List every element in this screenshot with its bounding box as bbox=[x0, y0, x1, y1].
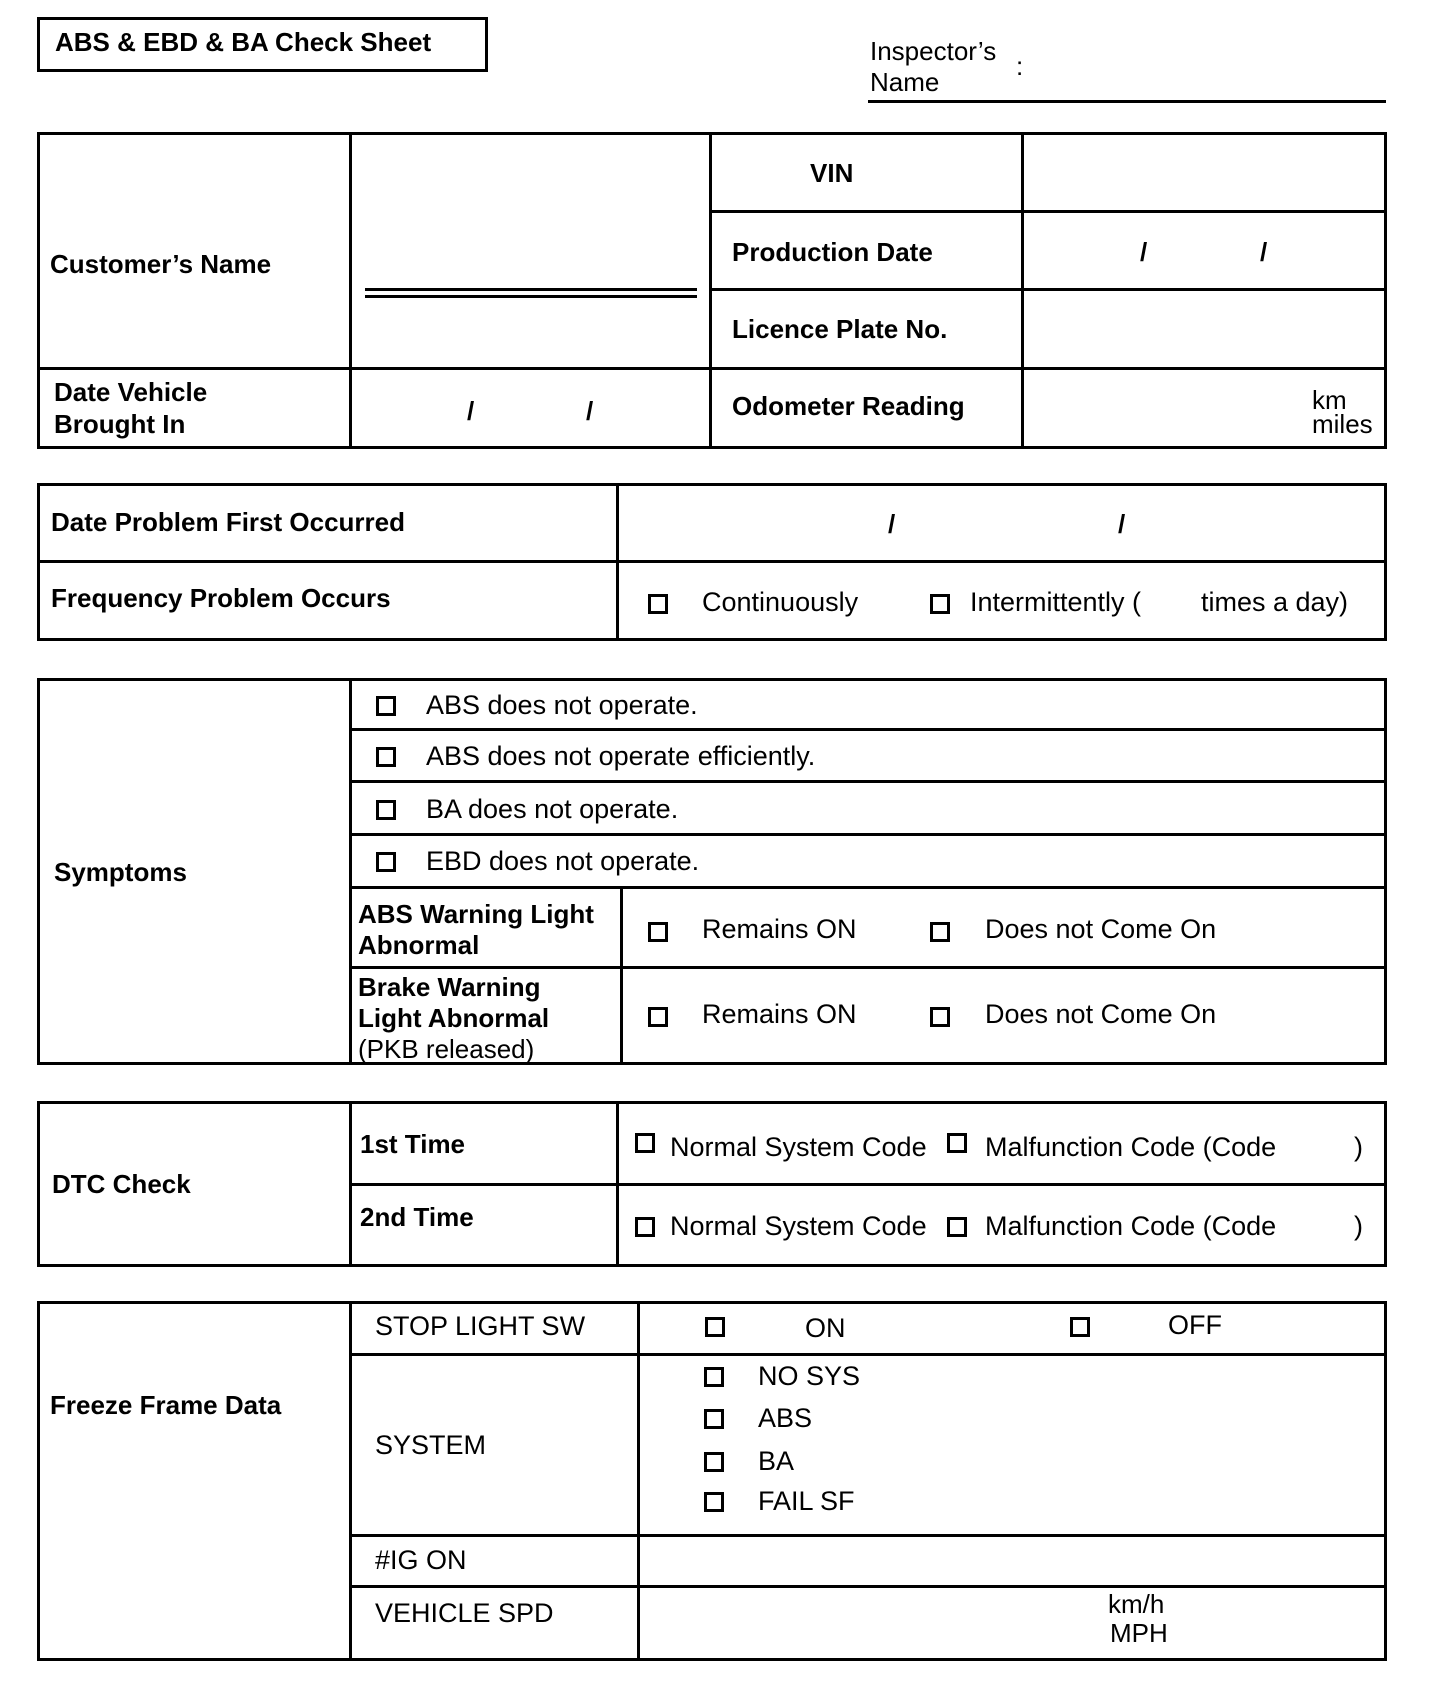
vehicle-spd-label: VEHICLE SPD bbox=[375, 1598, 554, 1628]
freeze-frame-label: Freeze Frame Data bbox=[50, 1390, 282, 1420]
date-problem-slash-2: / bbox=[1118, 509, 1126, 539]
stop-light-off-checkbox[interactable] bbox=[1070, 1317, 1090, 1337]
date-brought-in-line1: Date Vehicle bbox=[54, 377, 208, 407]
symptom-item-3: BA does not operate. bbox=[426, 794, 679, 824]
sheet-title: ABS & EBD & BA Check Sheet bbox=[55, 27, 432, 57]
system-fail-sf-label: FAIL SF bbox=[758, 1486, 855, 1516]
abs-warning-label-line1: ABS Warning Light bbox=[358, 899, 594, 929]
inspector-label-line2: Name bbox=[870, 67, 940, 97]
brake-remains-on-checkbox[interactable] bbox=[648, 1007, 668, 1027]
dtc-second-malfunction-checkbox[interactable] bbox=[947, 1217, 967, 1237]
system-no-sys-checkbox[interactable] bbox=[704, 1367, 724, 1387]
abs-remains-on-label: Remains ON bbox=[702, 914, 857, 944]
symptom-item-4: EBD does not operate. bbox=[426, 846, 700, 876]
brake-does-not-come-on-checkbox[interactable] bbox=[930, 1007, 950, 1027]
licence-plate-field[interactable] bbox=[1026, 293, 1382, 365]
symptom-item-2: ABS does not operate efficiently. bbox=[426, 741, 816, 771]
frequency-label: Frequency Problem Occurs bbox=[51, 583, 391, 613]
date-problem-slash-1: / bbox=[888, 509, 896, 539]
date-brought-in-slash-2: / bbox=[586, 396, 594, 426]
date-brought-in-line2: Brought In bbox=[54, 409, 186, 439]
production-date-label: Production Date bbox=[732, 237, 933, 267]
dtc-first-time-label: 1st Time bbox=[360, 1129, 466, 1159]
vin-label: VIN bbox=[810, 158, 854, 188]
continuously-label: Continuously bbox=[702, 587, 859, 617]
inspector-name-field[interactable] bbox=[868, 100, 1386, 103]
date-problem-first-label: Date Problem First Occurred bbox=[51, 507, 405, 537]
inspector-colon: : bbox=[1016, 51, 1024, 81]
brake-warning-label-line1: Brake Warning bbox=[358, 972, 541, 1002]
brake-warning-label-line2: Light Abnormal bbox=[358, 1003, 550, 1033]
dtc-second-time-label: 2nd Time bbox=[360, 1202, 474, 1232]
abs-remains-on-checkbox[interactable] bbox=[648, 922, 668, 942]
system-abs-checkbox[interactable] bbox=[704, 1409, 724, 1429]
stop-light-sw-label: STOP LIGHT SW bbox=[375, 1311, 586, 1341]
ig-on-label: #IG ON bbox=[375, 1545, 467, 1575]
continuously-checkbox[interactable] bbox=[648, 594, 668, 614]
dtc-second-malfunction-label: Malfunction Code (Code bbox=[985, 1211, 1277, 1241]
dtc-first-malfunction-checkbox[interactable] bbox=[947, 1133, 967, 1153]
system-ba-label: BA bbox=[758, 1446, 795, 1476]
odometer-km: km bbox=[1312, 385, 1347, 415]
system-fail-sf-checkbox[interactable] bbox=[704, 1492, 724, 1512]
vin-field[interactable] bbox=[1026, 137, 1382, 209]
customer-name-field[interactable] bbox=[365, 288, 697, 291]
symptom-checkbox-3[interactable] bbox=[376, 800, 396, 820]
dtc-second-close-paren: ) bbox=[1354, 1211, 1363, 1241]
symptom-item-1: ABS does not operate. bbox=[426, 690, 698, 720]
abs-does-not-come-on-label: Does not Come On bbox=[985, 914, 1217, 944]
symptom-checkbox-1[interactable] bbox=[376, 696, 396, 716]
brake-warning-label-line3: (PKB released) bbox=[358, 1034, 535, 1064]
production-date-slash-1: / bbox=[1140, 237, 1148, 267]
ig-on-field[interactable] bbox=[642, 1539, 1382, 1584]
dtc-first-normal-checkbox[interactable] bbox=[635, 1133, 655, 1153]
stop-light-on-checkbox[interactable] bbox=[705, 1317, 725, 1337]
dtc-second-normal-label: Normal System Code bbox=[670, 1211, 927, 1241]
vehicle-spd-mph: MPH bbox=[1110, 1618, 1168, 1648]
odometer-miles: miles bbox=[1312, 409, 1373, 439]
system-ba-checkbox[interactable] bbox=[704, 1452, 724, 1472]
dtc-first-malfunction-label: Malfunction Code (Code bbox=[985, 1132, 1277, 1162]
dtc-first-normal-label: Normal System Code bbox=[670, 1132, 927, 1162]
date-brought-in-slash-1: / bbox=[467, 396, 475, 426]
brake-remains-on-label: Remains ON bbox=[702, 999, 857, 1029]
times-a-day-label: times a day) bbox=[1201, 587, 1349, 617]
production-date-slash-2: / bbox=[1260, 237, 1268, 267]
dtc-second-normal-checkbox[interactable] bbox=[635, 1217, 655, 1237]
symptom-checkbox-4[interactable] bbox=[376, 852, 396, 872]
stop-light-off-label: OFF bbox=[1168, 1310, 1222, 1340]
system-abs-label: ABS bbox=[758, 1403, 813, 1433]
abs-does-not-come-on-checkbox[interactable] bbox=[930, 922, 950, 942]
stop-light-on-label: ON bbox=[805, 1313, 846, 1343]
intermittently-label: Intermittently ( bbox=[970, 587, 1142, 617]
inspector-label-line1: Inspector’s bbox=[870, 36, 997, 66]
customer-name-label: Customer’s Name bbox=[50, 249, 272, 279]
vehicle-spd-kmh: km/h bbox=[1108, 1589, 1165, 1619]
abs-warning-label-line2: Abnormal bbox=[358, 930, 480, 960]
dtc-first-close-paren: ) bbox=[1354, 1132, 1363, 1162]
intermittently-checkbox[interactable] bbox=[930, 594, 950, 614]
brake-does-not-come-on-label: Does not Come On bbox=[985, 999, 1217, 1029]
system-no-sys-label: NO SYS bbox=[758, 1361, 861, 1391]
odometer-label: Odometer Reading bbox=[732, 391, 965, 421]
symptoms-label: Symptoms bbox=[54, 857, 187, 887]
symptom-checkbox-2[interactable] bbox=[376, 747, 396, 767]
licence-plate-label: Licence Plate No. bbox=[732, 314, 948, 344]
system-label: SYSTEM bbox=[375, 1430, 487, 1460]
dtc-check-label: DTC Check bbox=[52, 1169, 191, 1199]
